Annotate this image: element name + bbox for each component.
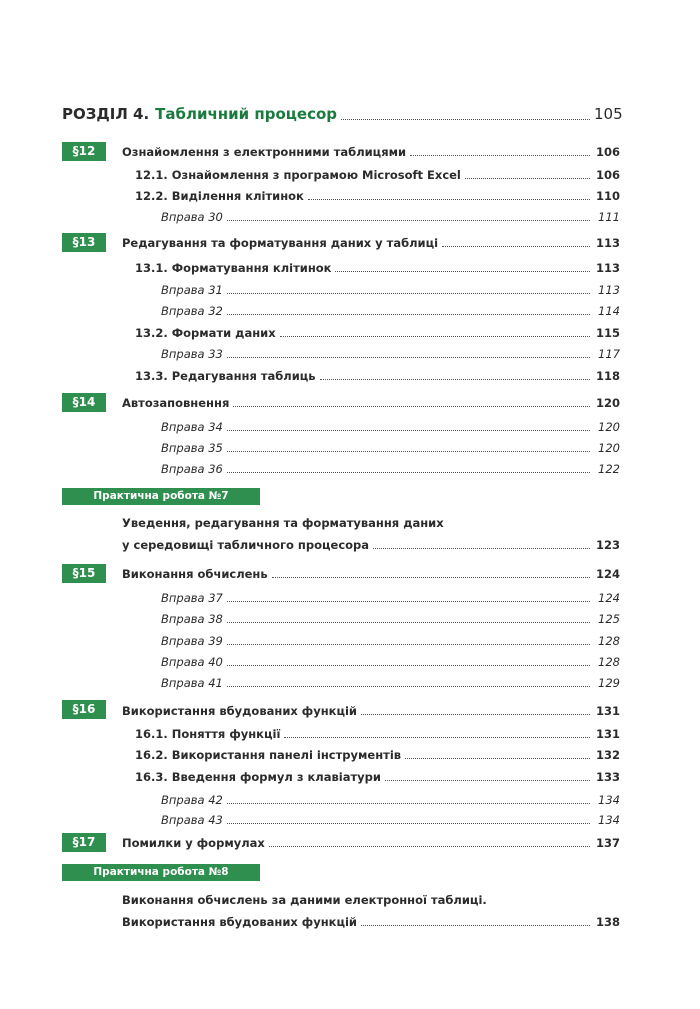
page-number: 105 xyxy=(594,105,623,123)
toc-exercise[interactable]: Вправа 35 120 xyxy=(161,441,620,455)
toc-entry[interactable]: Використання вбудованих функцій 138 xyxy=(122,915,620,929)
toc-exercise[interactable]: Вправа 36 122 xyxy=(161,462,620,476)
toc-subentry[interactable]: 16.2. Використання панелі інструментів 132 xyxy=(135,748,620,762)
toc-entry[interactable]: у середовищі табличного процесора 123 xyxy=(122,538,620,552)
practical-work-badge: Практична робота №8 xyxy=(62,864,260,881)
toc-entry[interactable]: Виконання обчислень 124 xyxy=(122,567,620,581)
practical-work-title-line1: Виконання обчислень за даними електронної таблиці. xyxy=(122,893,487,907)
section-title: Табличний процесор xyxy=(155,105,338,123)
section-heading[interactable] xyxy=(62,104,623,124)
paragraph-badge: §14 xyxy=(62,393,106,412)
practical-work-badge: Практична робота №7 xyxy=(62,488,260,505)
toc-entry[interactable]: Використання вбудованих функцій 131 xyxy=(122,704,620,718)
toc-exercise[interactable]: Вправа 38 125 xyxy=(161,612,620,626)
toc-exercise[interactable]: Вправа 33 117 xyxy=(161,347,620,361)
leader-dots xyxy=(341,119,590,120)
toc-exercise[interactable]: Вправа 34 120 xyxy=(161,420,620,434)
toc-exercise[interactable]: Вправа 39 128 xyxy=(161,634,620,648)
paragraph-badge: §16 xyxy=(62,700,106,719)
practical-work-title-line1: Уведення, редагування та форматування даних xyxy=(122,516,444,530)
toc-entry[interactable]: Ознайомлення з електронними таблицями 106 xyxy=(122,145,620,159)
toc-entry[interactable]: Автозаповнення 120 xyxy=(122,396,620,410)
toc-subentry[interactable]: 12.1. Ознайомлення з програмою Microsoft Excel 106 xyxy=(135,168,620,182)
paragraph-badge: §17 xyxy=(62,833,106,852)
toc-subentry[interactable]: 13.2. Формати даних 115 xyxy=(135,326,620,340)
toc-exercise[interactable]: Вправа 43 134 xyxy=(161,813,620,827)
toc-subentry[interactable]: 16.3. Введення формул з клавіатури 133 xyxy=(135,770,620,784)
toc-subentry[interactable]: 16.1. Поняття функції 131 xyxy=(135,727,620,741)
paragraph-badge: §13 xyxy=(62,233,106,252)
toc-exercise[interactable]: Вправа 32 114 xyxy=(161,304,620,318)
toc-exercise[interactable]: Вправа 40 128 xyxy=(161,655,620,669)
paragraph-badge: §15 xyxy=(62,564,106,583)
toc-exercise[interactable]: Вправа 30 111 xyxy=(161,210,620,224)
toc-exercise[interactable]: Вправа 42 134 xyxy=(161,793,620,807)
toc-entry[interactable]: Редагування та форматування даних у таблиці 113 xyxy=(122,236,620,250)
toc-entry[interactable]: Помилки у формулах 137 xyxy=(122,836,620,850)
toc-exercise[interactable]: Вправа 41 129 xyxy=(161,676,620,690)
toc-exercise[interactable]: Вправа 37 124 xyxy=(161,591,620,605)
paragraph-badge: §12 xyxy=(62,142,106,161)
toc-subentry[interactable]: 13.1. Форматування клітинок 113 xyxy=(135,261,620,275)
section-prefix: РОЗДІЛ 4. xyxy=(62,105,150,123)
toc-exercise[interactable]: Вправа 31 113 xyxy=(161,283,620,297)
toc-subentry[interactable]: 12.2. Виділення клітинок 110 xyxy=(135,189,620,203)
toc-subentry[interactable]: 13.3. Редагування таблиць 118 xyxy=(135,369,620,383)
